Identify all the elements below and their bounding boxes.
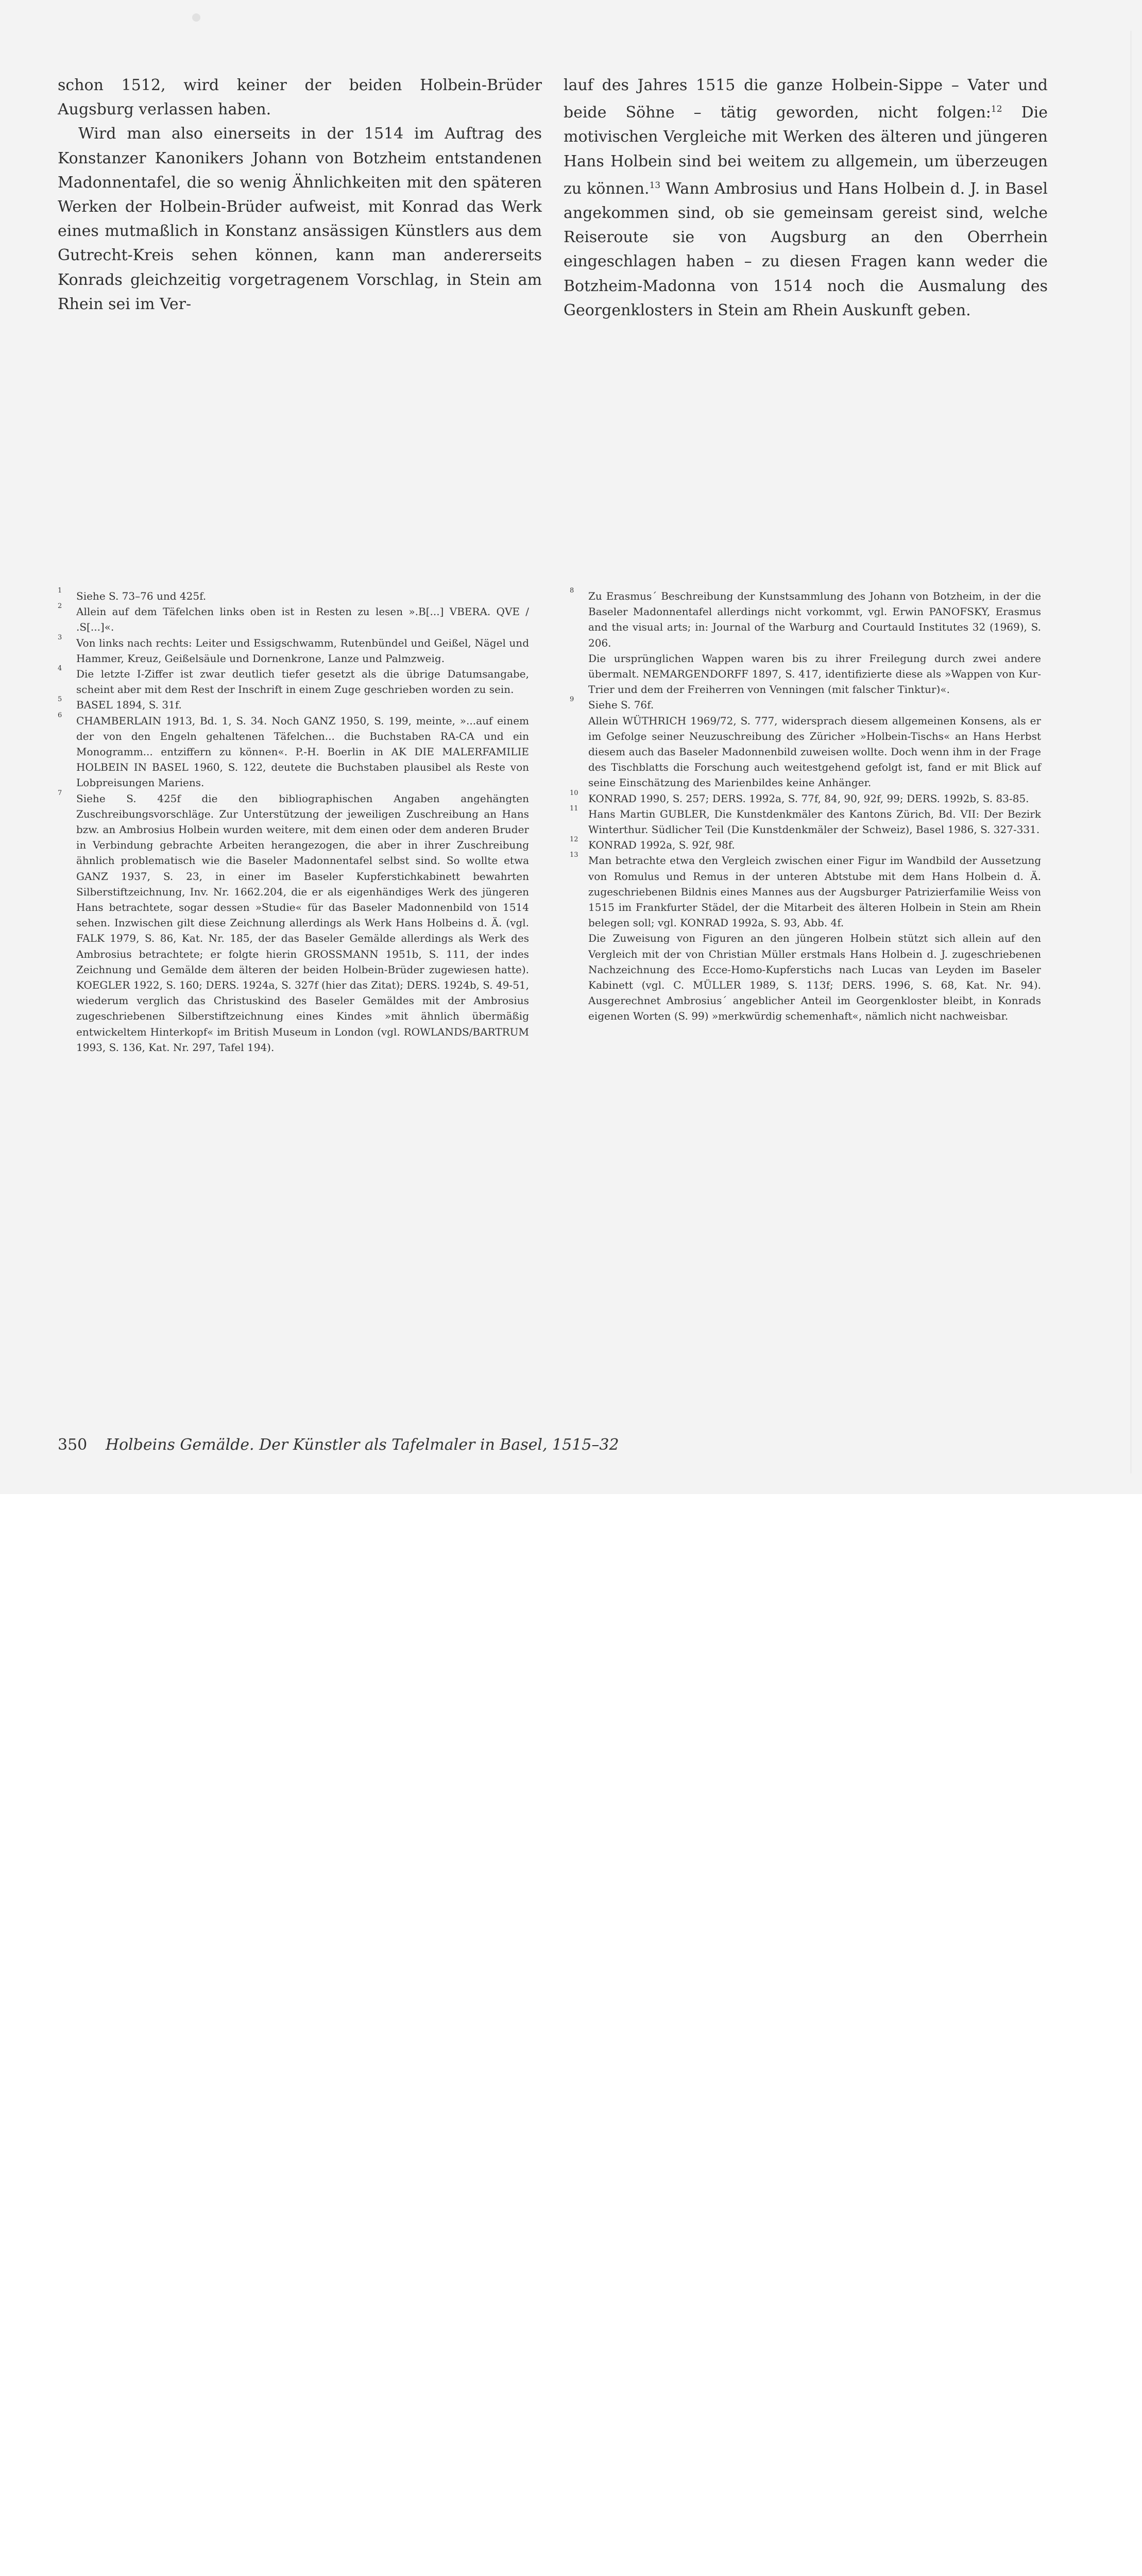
footnote-text: Die ursprünglichen Wappen waren bis zu ihrer Freilegung durch zwei andere übermalt. NEMARGENDORFF 1897, S. 417, identifizierte diese als »Wappen von Kur-Trier und dem der Freiherren von Venningen (mit falscher Tinktur)«. (588, 652, 1041, 696)
footnote-text: Siehe S. 76f. (588, 699, 654, 711)
footnote-text: Die letzte I-Ziffer ist zwar deutlich tiefer gesetzt als die übrige Datumsangabe, scheint aber mit dem Rest der Inschrift in einem Zuge geschrieben worden zu sein. (76, 668, 529, 696)
footnote-text: Siehe S. 425f die den bibliographischen Angaben angehängten Zuschreibungsvorschläge. Zur Unterstützung der jeweiligen Zuschreibung an Hans bzw. an Ambrosius Holbein wurden weitere, mit dem einen oder dem anderen Bruder in Verbindung gebrachte Arbeiten herangezogen, die aber in ihrer Zuschreibung ähnlich problematisch wie die Baseler Madonnentafel selbst sind. So wollte etwa GANZ 1937, S. 23, in einer im Baseler Kupferstichkabinett bewahrten Silberstiftzeichnung, Inv. Nr. 1662.204, die er als eigenhändiges Werk des jüngeren Hans betrachtete, sogar dessen »Studie« für das Baseler Madonnenbild von 1514 sehen. Inzwischen gilt diese Zeichnung allerdings als Werk Hans Holbeins d. Ä. (vgl. FALK 1979, S. 86, Kat. Nr. 185, der das Baseler Gemälde allerdings als Werk des Ambrosius betrachtete; er folgte hierin GROSSMANN 1951b, S. 111, der indes Zeichnung und Gemälde dem älteren der beiden Holbein-Brüder zugewiesen hatte). KOEGLER 1922, S. 160; DERS. 1924a, S. 327f (hier das Zitat); DERS. 1924b, S. 49-51, wiederum verglich das Christuskind des Baseler Gemäldes mit der Ambrosius zugeschriebenen Silberstiftzeichnung eines Kindes »mit ähnlich übermäßig entwickeltem Hinterkopf« im British Museum in London (vgl. ROWLANDS/BARTRUM 1993, S. 136, Kat. Nr. 297, Tafel 194). (76, 792, 529, 1054)
footnote-number: 7 (58, 789, 62, 797)
footnote-number: 8 (570, 587, 574, 595)
footnote-number: 3 (58, 633, 62, 641)
body-text-segment: lauf des Jahres 1515 die ganze Holbein-Sippe – Vater und beide Söhne – tätig geworden, nicht folgen: (564, 76, 1048, 122)
footnote-reference: 13 (649, 180, 661, 191)
body-paragraph-2: Wird man also einerseits in der 1514 im Auftrag des Konstanzer Kanonikers Johann von Botzheim entstandenen Madonnentafel, die so wenig Ähnlichkeiten mit den späteren Werken der Holbein-Brüder aufweist, mit Konrad das Werk eines mutmaßlich in Konstanz ansässigen Künstlers aus dem Gutrecht-Kreis sehen können, kann man andererseits Konrads gleichzeitig vorgetragenem Vorschlag, in Stein am Rhein sei im Ver- (58, 125, 542, 313)
page-footer (58, 1436, 619, 1454)
footnote-text: Die Zuweisung von Figuren an den jüngeren Holbein stützt sich allein auf den Vergleich mit der von Christian Müller erstmals Hans Holbein d. J. zugeschriebenen Nachzeichnung des Ecce-Homo-Kupferstichs nach Lucas van Leyden im Baseler Kabinett (vgl. C. MÜLLER 1989, S. 113f; DERS. 1996, S. 68, Kat. Nr. 94). Ausgerechnet Ambrosius´ angeblicher Anteil im Georgenkloster bleibt, in Konrads eigenen Worten (S. 99) »merkwürdig schemenhaft«, nämlich nicht nachweisbar. (588, 932, 1041, 1023)
scan-dust-spot (192, 13, 200, 22)
footnote-text: Zu Erasmus´ Beschreibung der Kunstsammlung des Johann von Botzheim, in der die Baseler Madonnentafel allerdings nicht vorkommt, vgl. Erwin PANOFSKY, Erasmus and the visual arts; in: Journal of the Warburg and Courtauld Institutes 32 (1969), S. 206. (588, 590, 1041, 649)
footnote (58, 791, 529, 1055)
footnote (570, 791, 1041, 806)
body-paragraph-1: schon 1512, wird keiner der beiden Holbein-Brüder Augsburg verlassen haben. (58, 76, 542, 119)
footnote (570, 697, 1041, 790)
footnote (58, 666, 529, 697)
body-paragraph-3 (564, 73, 1048, 323)
body-text-left-column (58, 73, 542, 316)
footnote-text: Siehe S. 73–76 und 425f. (76, 590, 207, 602)
footnote-text: Hans Martin GUBLER, Die Kunstdenkmäler des Kantons Zürich, Bd. VII: Der Bezirk Winterthur. Südlicher Teil (Die Kunstdenkmäler der Schweiz), Basel 1986, S. 327-331. (588, 807, 1041, 836)
body-text-segment: Die motivischen Vergleiche mit Werken des älteren und jüngeren Hans Holbein sind bei weitem zu allgemein, um überzeugen zu können. (564, 104, 1048, 198)
footnote (58, 604, 529, 635)
footnote-text: Von links nach rechts: Leiter und Essigschwamm, Rutenbündel und Geißel, Nägel und Hammer, Kreuz, Geißelsäule und Dornenkrone, Lanze und Palmzweig. (76, 636, 529, 665)
footnote-text: Allein WÜTHRICH 1969/72, S. 777, widersprach diesem allgemeinen Konsens, als er im Gefolge seiner Neuzuschreibung des Züricher »Holbein-Tischs« an Hans Herbst diesem auch das Baseler Madonnenbild zuweisen wollte. Doch wenn ihm in der Frage des Tischblatts die Forschung auch weitestgehend gefolgt ist, fand er mit Blick auf seine Einschätzung des Marienbildes keine Anhänger. (588, 714, 1041, 789)
footnote-text: Allein auf dem Täfelchen links oben ist in Resten zu lesen ».B[...] VBERA. QVE / .S[...]«. (76, 605, 529, 634)
digitization-banner (0, 1494, 1142, 1578)
footnote-number: 6 (58, 711, 62, 719)
running-title: Holbeins Gemälde. Der Künstler als Tafelmaler in Basel, 1515–32 (105, 1436, 619, 1454)
footnote-number: 11 (570, 804, 578, 812)
page-number: 350 (58, 1436, 88, 1454)
footnotes-left-column (58, 588, 529, 1055)
footnote-number: 5 (58, 696, 62, 704)
footnote-text: KONRAD 1990, S. 257; DERS. 1992a, S. 77f, 84, 90, 92f, 99; DERS. 1992b, S. 83-85. (588, 792, 1029, 805)
footnote-number: 13 (570, 851, 578, 859)
footnote (570, 806, 1041, 837)
footnote-number: 9 (570, 696, 574, 704)
footnote-number: 2 (58, 602, 62, 611)
footnote-number: 12 (570, 836, 578, 844)
footnote-text: Man betrachte etwa den Vergleich zwischen einer Figur im Wandbild der Aussetzung von Romulus und Remus in der unteren Abtstube mit dem Hans Holbein d. Ä. zugeschriebenen Bildnis eines Mannes aus der Augsburger Patrizierfamilie Weiss von 1515 im Frankfurter Städel, der die Mitarbeit des älteren Holbein in Stein am Rhein belegen soll; vgl. KONRAD 1992a, S. 93, Abb. 4f. (588, 854, 1041, 929)
footnote-number: 1 (58, 587, 62, 595)
footnote-text: KONRAD 1992a, S. 92f, 98f. (588, 839, 735, 852)
page-edge-shadow (1130, 31, 1132, 1473)
footnote (58, 713, 529, 791)
footnote-number: 4 (58, 665, 62, 673)
footnote-text: CHAMBERLAIN 1913, Bd. 1, S. 34. Noch GANZ 1950, S. 199, meinte, »...auf einem der von den Engeln gehaltenen Täfelchen... die Buchstaben RA-CA und ein Monogramm... entziffern zu können«. P.-H. Boerlin in AK DIE MALERFAMILIE HOLBEIN IN BASEL 1960, S. 122, deutete die Buchstaben plausibel als Reste von Lobpreisungen Mariens. (76, 714, 529, 789)
body-text-segment: Wann Ambrosius und Hans Holbein d. J. in Basel angekommen sind, ob sie gemeinsam gereist sind, welche Reiseroute sie von Augsburg an den Oberrhein eingeschlagen haben – zu diesen Fragen kann weder die Botzheim-Madonna von 1514 noch die Ausmalung des Georgenklosters in Stein am Rhein Auskunft geben. (564, 179, 1048, 319)
footnote (58, 635, 529, 666)
footnote (58, 588, 529, 604)
footnote (570, 853, 1041, 1024)
footnote-reference: 12 (991, 104, 1002, 115)
footnote (570, 837, 1041, 853)
footnotes-right-column (570, 588, 1041, 1024)
footnote (58, 697, 529, 713)
footnote-number: 10 (570, 789, 578, 797)
body-text-right-column (564, 73, 1048, 323)
footnote-text: BASEL 1894, S. 31f. (76, 699, 182, 711)
footnote (570, 588, 1041, 697)
